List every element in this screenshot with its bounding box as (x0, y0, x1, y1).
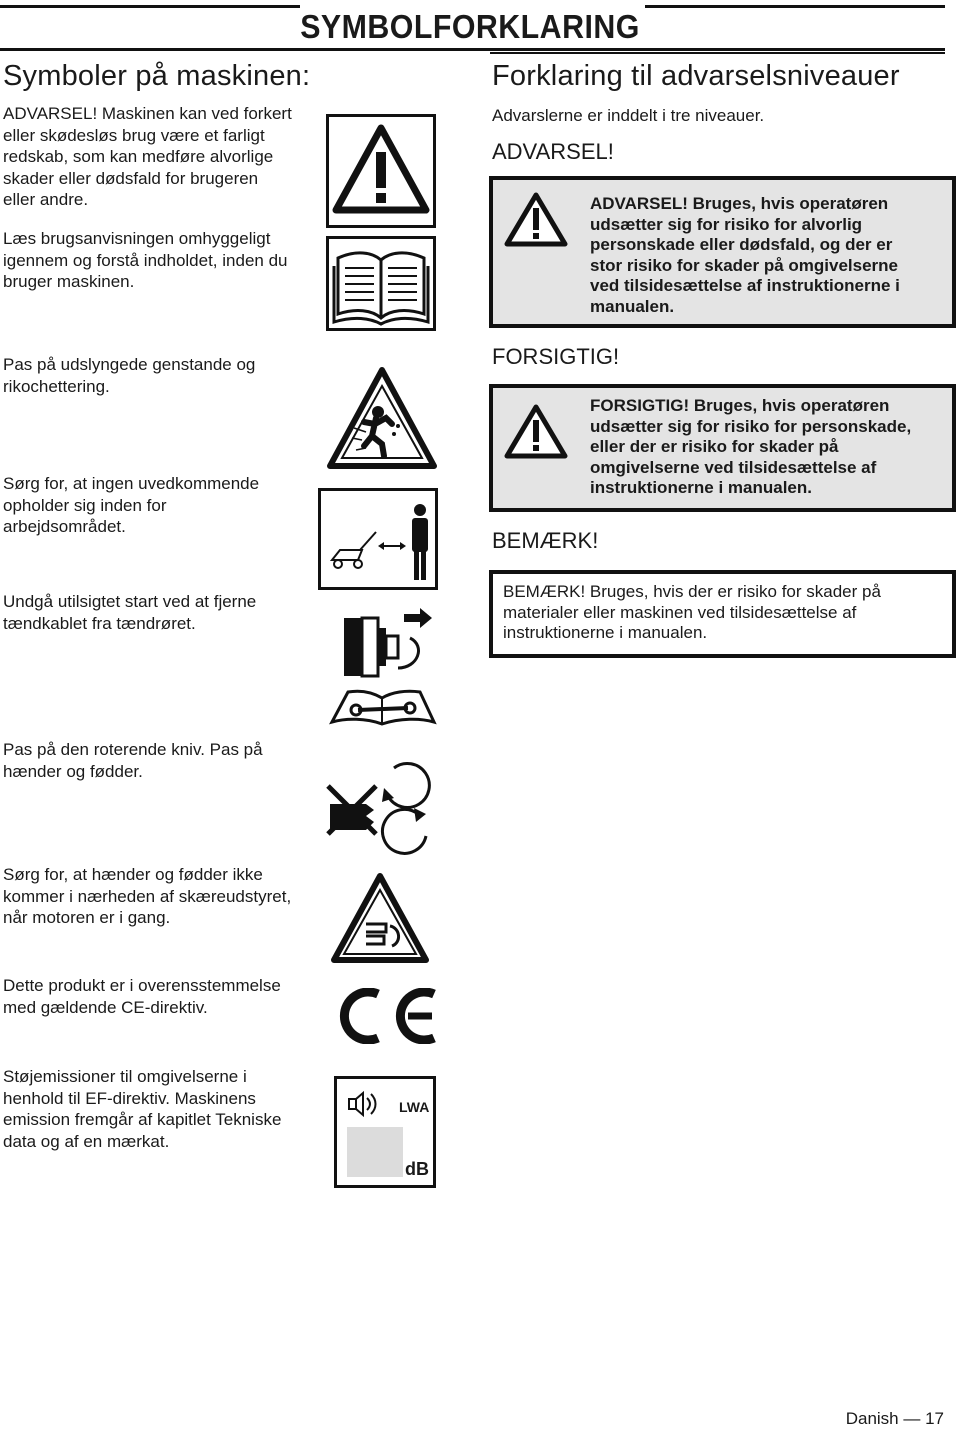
item-noise-text: Støjemissioner til omgivelserne i henhold til EF-direktiv. Maskinens emission fremgår af kapitlet Tekniske data og af en mærkat. (3, 1067, 282, 1151)
top-rule-left (0, 5, 300, 8)
warning-triangle-icon (326, 114, 436, 228)
spark-plug-icon (340, 602, 438, 680)
level-caution-box (489, 384, 956, 512)
page-title: SYMBOLFORKLARING (300, 8, 640, 45)
level-caution-title: FORSIGTIG! (492, 344, 620, 369)
level-warning-title: ADVARSEL! (492, 139, 614, 164)
level-caution-text: FORSIGTIG! Bruges, hvis operatøren udsætter sig for risiko for personskade, eller der er risiko for skader på omgivelserne ved tilsidesættelse af instruktionerne i manualen. (590, 396, 912, 497)
right-heading: Forklaring til advarselsniveauer (492, 60, 900, 92)
speaker-icon (347, 1089, 379, 1119)
item-ce-text: Dette produkt er i overensstemmelse med gældende CE-direktiv. (3, 976, 281, 1017)
thrown-objects-warning-icon (326, 366, 438, 470)
warning-triangle-icon (503, 190, 569, 248)
top-rule-right (645, 5, 945, 8)
title-underline (0, 48, 945, 51)
item-hands-feet-text: Sørg for, at hænder og fødder ikke kommer i nærheden af skæreudstyret, når motoren er i gang. (3, 865, 292, 927)
noise-value-field (347, 1127, 403, 1177)
hands-feet-warning-icon (330, 872, 430, 964)
page-footer: Danish — 17 (845, 1409, 944, 1428)
level-note-box (489, 570, 956, 658)
maintenance-manual-icon (326, 686, 438, 726)
level-note-title: BEMÆRK! (492, 528, 599, 553)
item-read-manual-text: Læs brugsanvisningen omhyggeligt igennem og forstå indholdet, inden du bruger maskinen. (3, 229, 288, 291)
read-manual-book-icon (326, 236, 436, 331)
level-warning-box (489, 176, 956, 328)
ce-mark-icon (330, 988, 440, 1044)
item-thrown-objects-text: Pas på udslyngede genstande og rikochettering. (3, 355, 256, 396)
left-heading: Symboler på maskinen: (3, 60, 311, 92)
item-spark-plug-text: Undgå utilsigtet start ved at fjerne tændkablet fra tændrøret. (3, 592, 257, 633)
level-note-text: BEMÆRK! Bruges, hvis der er risiko for skader på materialer eller maskinen ved tilsidesættelse af instruktionerne i manualen. (503, 582, 881, 642)
item-bystanders-text: Sørg for, at ingen uvedkommende opholder sig inden for arbejdsområdet. (3, 474, 260, 536)
right-heading-rule (490, 52, 945, 54)
db-label: dB (405, 1159, 429, 1179)
noise-label-icon (334, 1076, 436, 1188)
item-warning-text: ADVARSEL! Maskinen kan ved forkert eller skødesløs brug være et farligt redskab, som kan medføre alvorlige skader eller dødsfald for brugeren eller andre. (3, 104, 292, 209)
lwa-label: LWA (399, 1099, 430, 1115)
level-warning-text: ADVARSEL! Bruges, hvis operatøren udsætter sig for risiko for alvorlig personskade eller dødsfald, og der er stor risiko for skader på omgivelserne ved tilsidesættelse af instruktionerne i manualen. (590, 194, 900, 316)
levels-intro: Advarslerne er inddelt i tre niveauer. (492, 106, 765, 125)
item-rotating-blade-text: Pas på den roterende kniv. Pas på hænder og fødder. (3, 740, 263, 781)
warning-triangle-icon (503, 402, 569, 460)
safety-distance-icon (318, 488, 438, 590)
rotating-blade-icon (322, 748, 438, 864)
